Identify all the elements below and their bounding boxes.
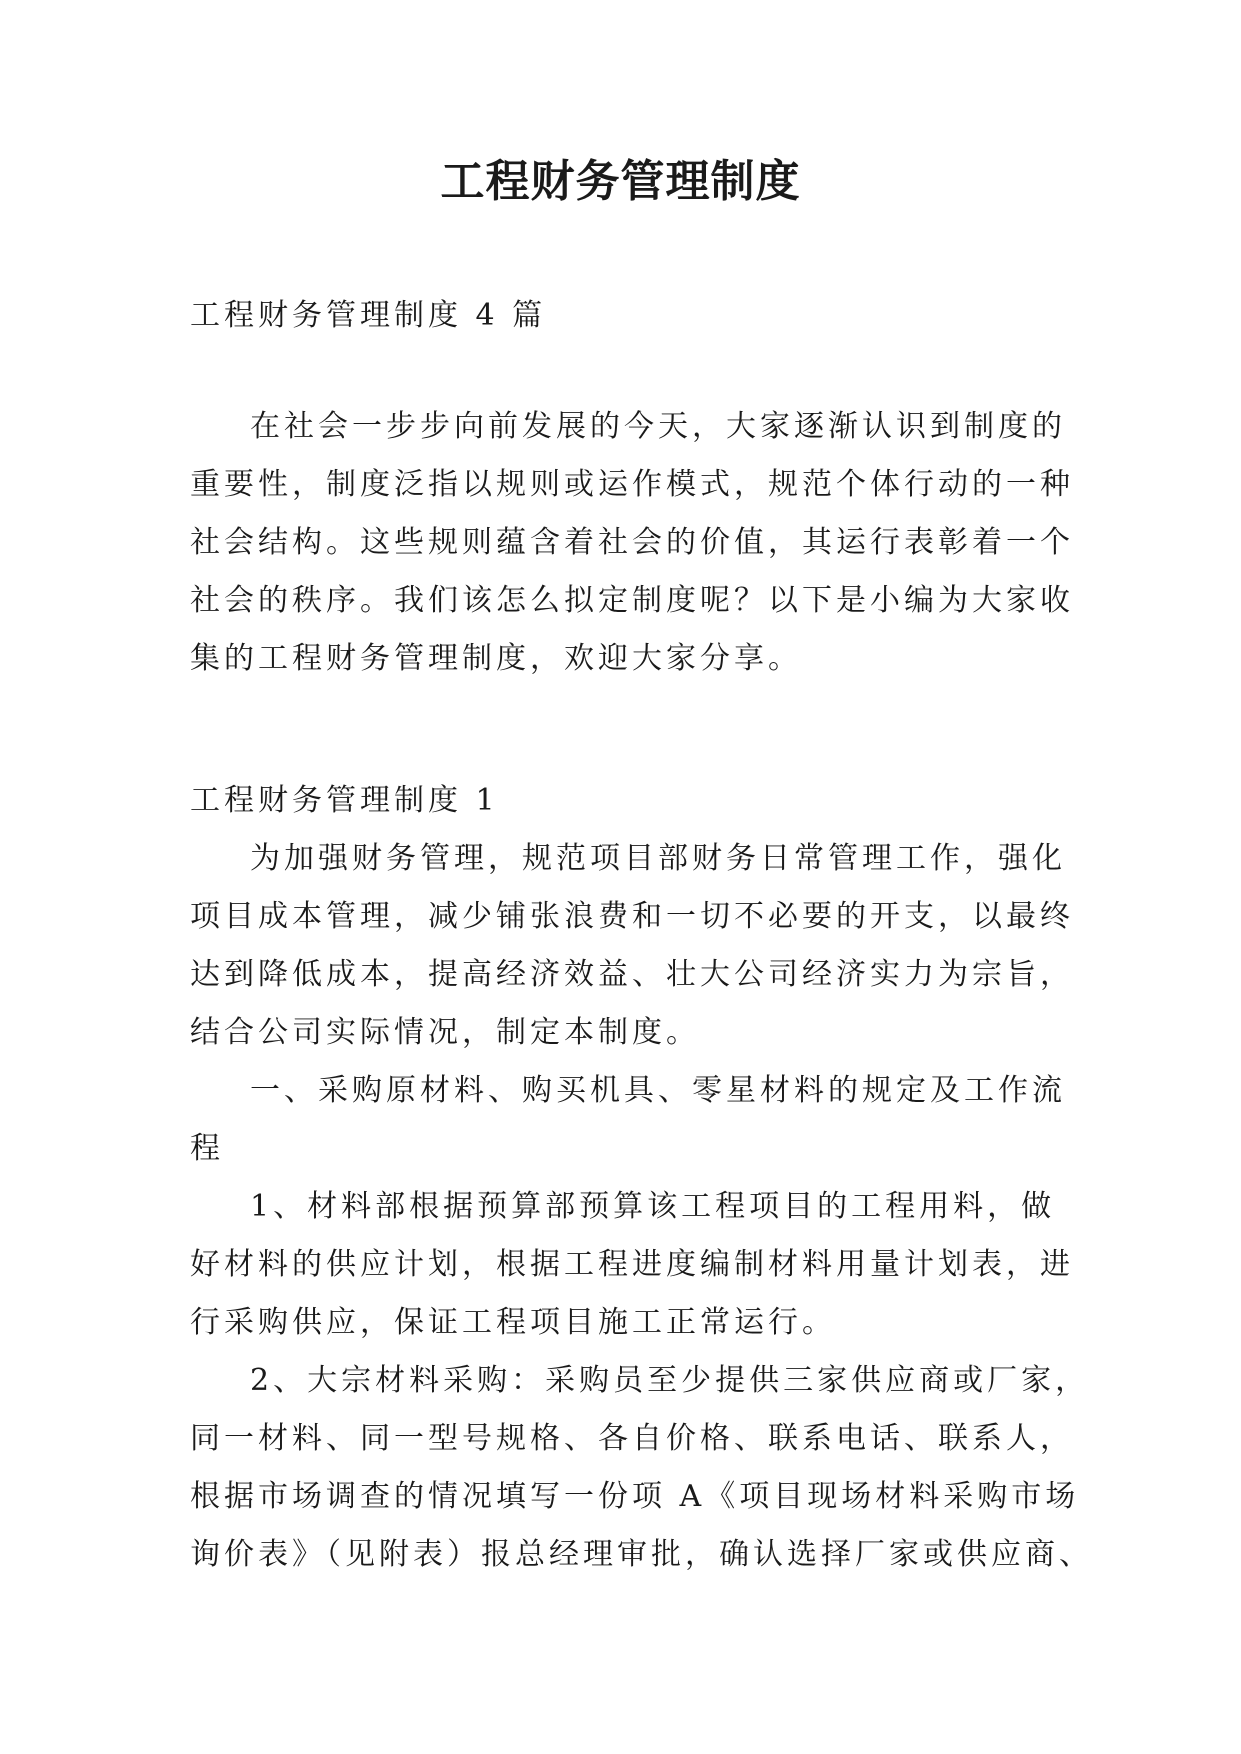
section-body xyxy=(190,830,1093,1584)
body-line: 项目成本管理，减少铺张浪费和一切不必要的开支，以最终 xyxy=(190,899,1074,934)
body-line: 达到降低成本，提高经济效益、壮大公司经济实力为宗旨， xyxy=(190,957,1074,992)
body-paragraph xyxy=(190,1062,1070,1178)
body-paragraph xyxy=(190,1178,1074,1352)
intro-paragraph xyxy=(190,398,1074,688)
body-line: 程 xyxy=(190,1131,224,1166)
body-line: 同一材料、同一型号规格、各自价格、联系电话、联系人， xyxy=(190,1421,1074,1456)
body-line: 为加强财务管理，规范项目部财务日常管理工作，强化 xyxy=(250,841,1066,876)
body-paragraph xyxy=(190,830,1074,1062)
body-paragraph xyxy=(190,1352,1093,1584)
body-line: 行采购供应，保证工程项目施工正常运行。 xyxy=(190,1305,836,1340)
intro-line: 社会结构。这些规则蕴含着社会的价值，其运行表彰着一个 xyxy=(190,525,1074,560)
body-line: 1、材料部根据预算部预算该工程项目的工程用料，做 xyxy=(250,1189,1056,1224)
body-line: 根据市场调查的情况填写一份项 A《项目现场材料采购市场 xyxy=(190,1479,1080,1514)
intro-line: 集的工程财务管理制度，欢迎大家分享。 xyxy=(190,641,802,676)
body-line: 结合公司实际情况，制定本制度。 xyxy=(190,1015,700,1050)
body-line: 好材料的供应计划，根据工程进度编制材料用量计划表，进 xyxy=(190,1247,1074,1282)
document-subtitle: 工程财务管理制度 4 篇 xyxy=(190,298,547,333)
intro-line: 社会的秩序。我们该怎么拟定制度呢？以下是小编为大家收 xyxy=(190,583,1074,618)
body-line: 一、采购原材料、购买机具、零星材料的规定及工作流 xyxy=(250,1073,1066,1108)
document-title: 工程财务管理制度 xyxy=(440,156,801,207)
intro-line: 在社会一步步向前发展的今天，大家逐渐认识到制度的 xyxy=(250,409,1066,444)
section-heading: 工程财务管理制度 1 xyxy=(190,783,499,818)
body-line: 询价表》（见附表）报总经理审批，确认选择厂家或供应商、 xyxy=(190,1537,1093,1572)
intro-line: 重要性，制度泛指以规则或运作模式，规范个体行动的一种 xyxy=(190,467,1074,502)
body-line: 2、大宗材料采购：采购员至少提供三家供应商或厂家， xyxy=(250,1363,1090,1398)
